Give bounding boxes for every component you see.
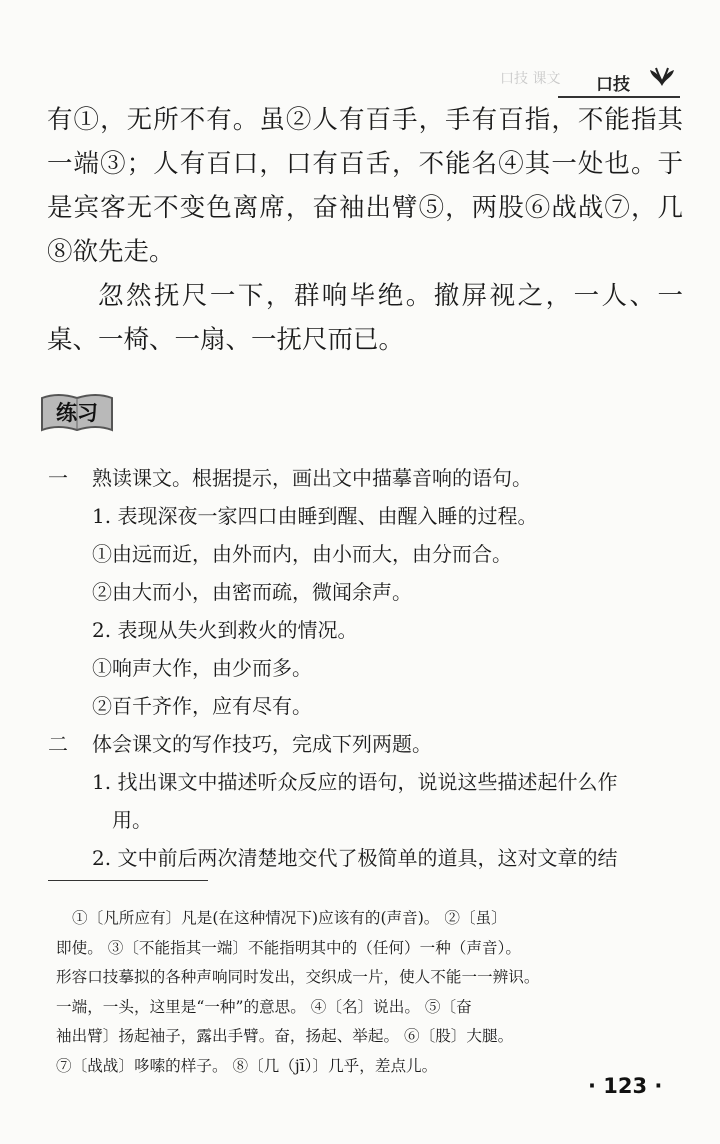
exercise-2-number: 二	[48, 732, 68, 756]
exercise-2-text: 体会课文的写作技巧，完成下列两题。	[92, 732, 432, 756]
exercise-2-item-2-line-1: 2. 文中前后两次清楚地交代了极简单的道具，这对文章的结	[92, 846, 618, 870]
footnote-line-5: 袖出臂〕扬起袖子，露出手臂。奋，扬起、举起。 ⑥〔股〕大腿。	[56, 1027, 514, 1045]
passage-paragraph-2: 忽然抚尺一下，群响毕绝。撤屏视之，一人、一桌、一椅、一扇、一抚尺而已。	[47, 281, 683, 355]
footnote-line-4: 一端，一头，这里是“一种”的意思。 ④〔名〕说出。 ⑤〔奋	[56, 997, 472, 1016]
footnote-line-6: ⑦〔战战〕哆嗦的样子。 ⑧〔几（jī）〕几乎，差点儿。	[56, 1056, 438, 1075]
passage-paragraph-1: 有①，无所不有。虽②人有百手，手有百指，不能指其一端③；人有百口，口有百舌，不能名④其一处也。于是宾客无不变色离席，奋袖出臂⑤，两股⑥战战⑦，几⑧欲先走。	[47, 105, 683, 267]
exercise-2-item-1-line-1: 1. 找出课文中描述听众反应的语句，说说这些描述起什么作	[92, 770, 618, 794]
passage	[47, 98, 683, 362]
exercise-1-item-1-hint-b: ②由大而小，由密而疏，微闻余声。	[92, 580, 412, 604]
exercise-1-item-2: 2. 表现从失火到救火的情况。	[92, 618, 358, 642]
footnote-rule	[48, 880, 208, 881]
exercise-badge	[38, 392, 116, 434]
exercise-1-text: 熟读课文。根据提示，画出文中描摹音响的语句。	[92, 466, 532, 490]
exercise-2-item-1-line-2: 用。	[112, 808, 152, 832]
footnote-line-3: 形容口技摹拟的各种声响同时发出，交织成一片，使人不能一一辨识。	[56, 968, 540, 986]
header-bleed-through-text: 口技 课文	[500, 71, 561, 87]
exercise-badge-label: 练习	[56, 401, 98, 425]
exercise-1-item-2-hint-b: ②百千齐作，应有尽有。	[92, 694, 312, 718]
exercise-1-number: 一	[48, 466, 68, 490]
footnote-line-1: ①〔凡所应有〕凡是(在这种情况下)应该有的(声音)。 ②〔虽〕	[72, 909, 507, 927]
page-number: · 123 ·	[588, 1074, 663, 1098]
footnote-line-2: 即使。 ③〔不能指其一端〕不能指明其中的（任何）一种（声音）。	[56, 938, 521, 957]
running-header	[440, 60, 680, 100]
exercise-1-item-1-hint-a: ①由远而近，由外而内，由小而大，由分而合。	[92, 542, 512, 566]
header-title: 口技	[596, 75, 630, 95]
exercise-1-item-1: 1. 表现深夜一家四口由睡到醒、由醒入睡的过程。	[92, 504, 538, 528]
book-hands-icon	[648, 64, 676, 90]
exercise-1-item-2-hint-a: ①响声大作，由少而多。	[92, 656, 312, 680]
